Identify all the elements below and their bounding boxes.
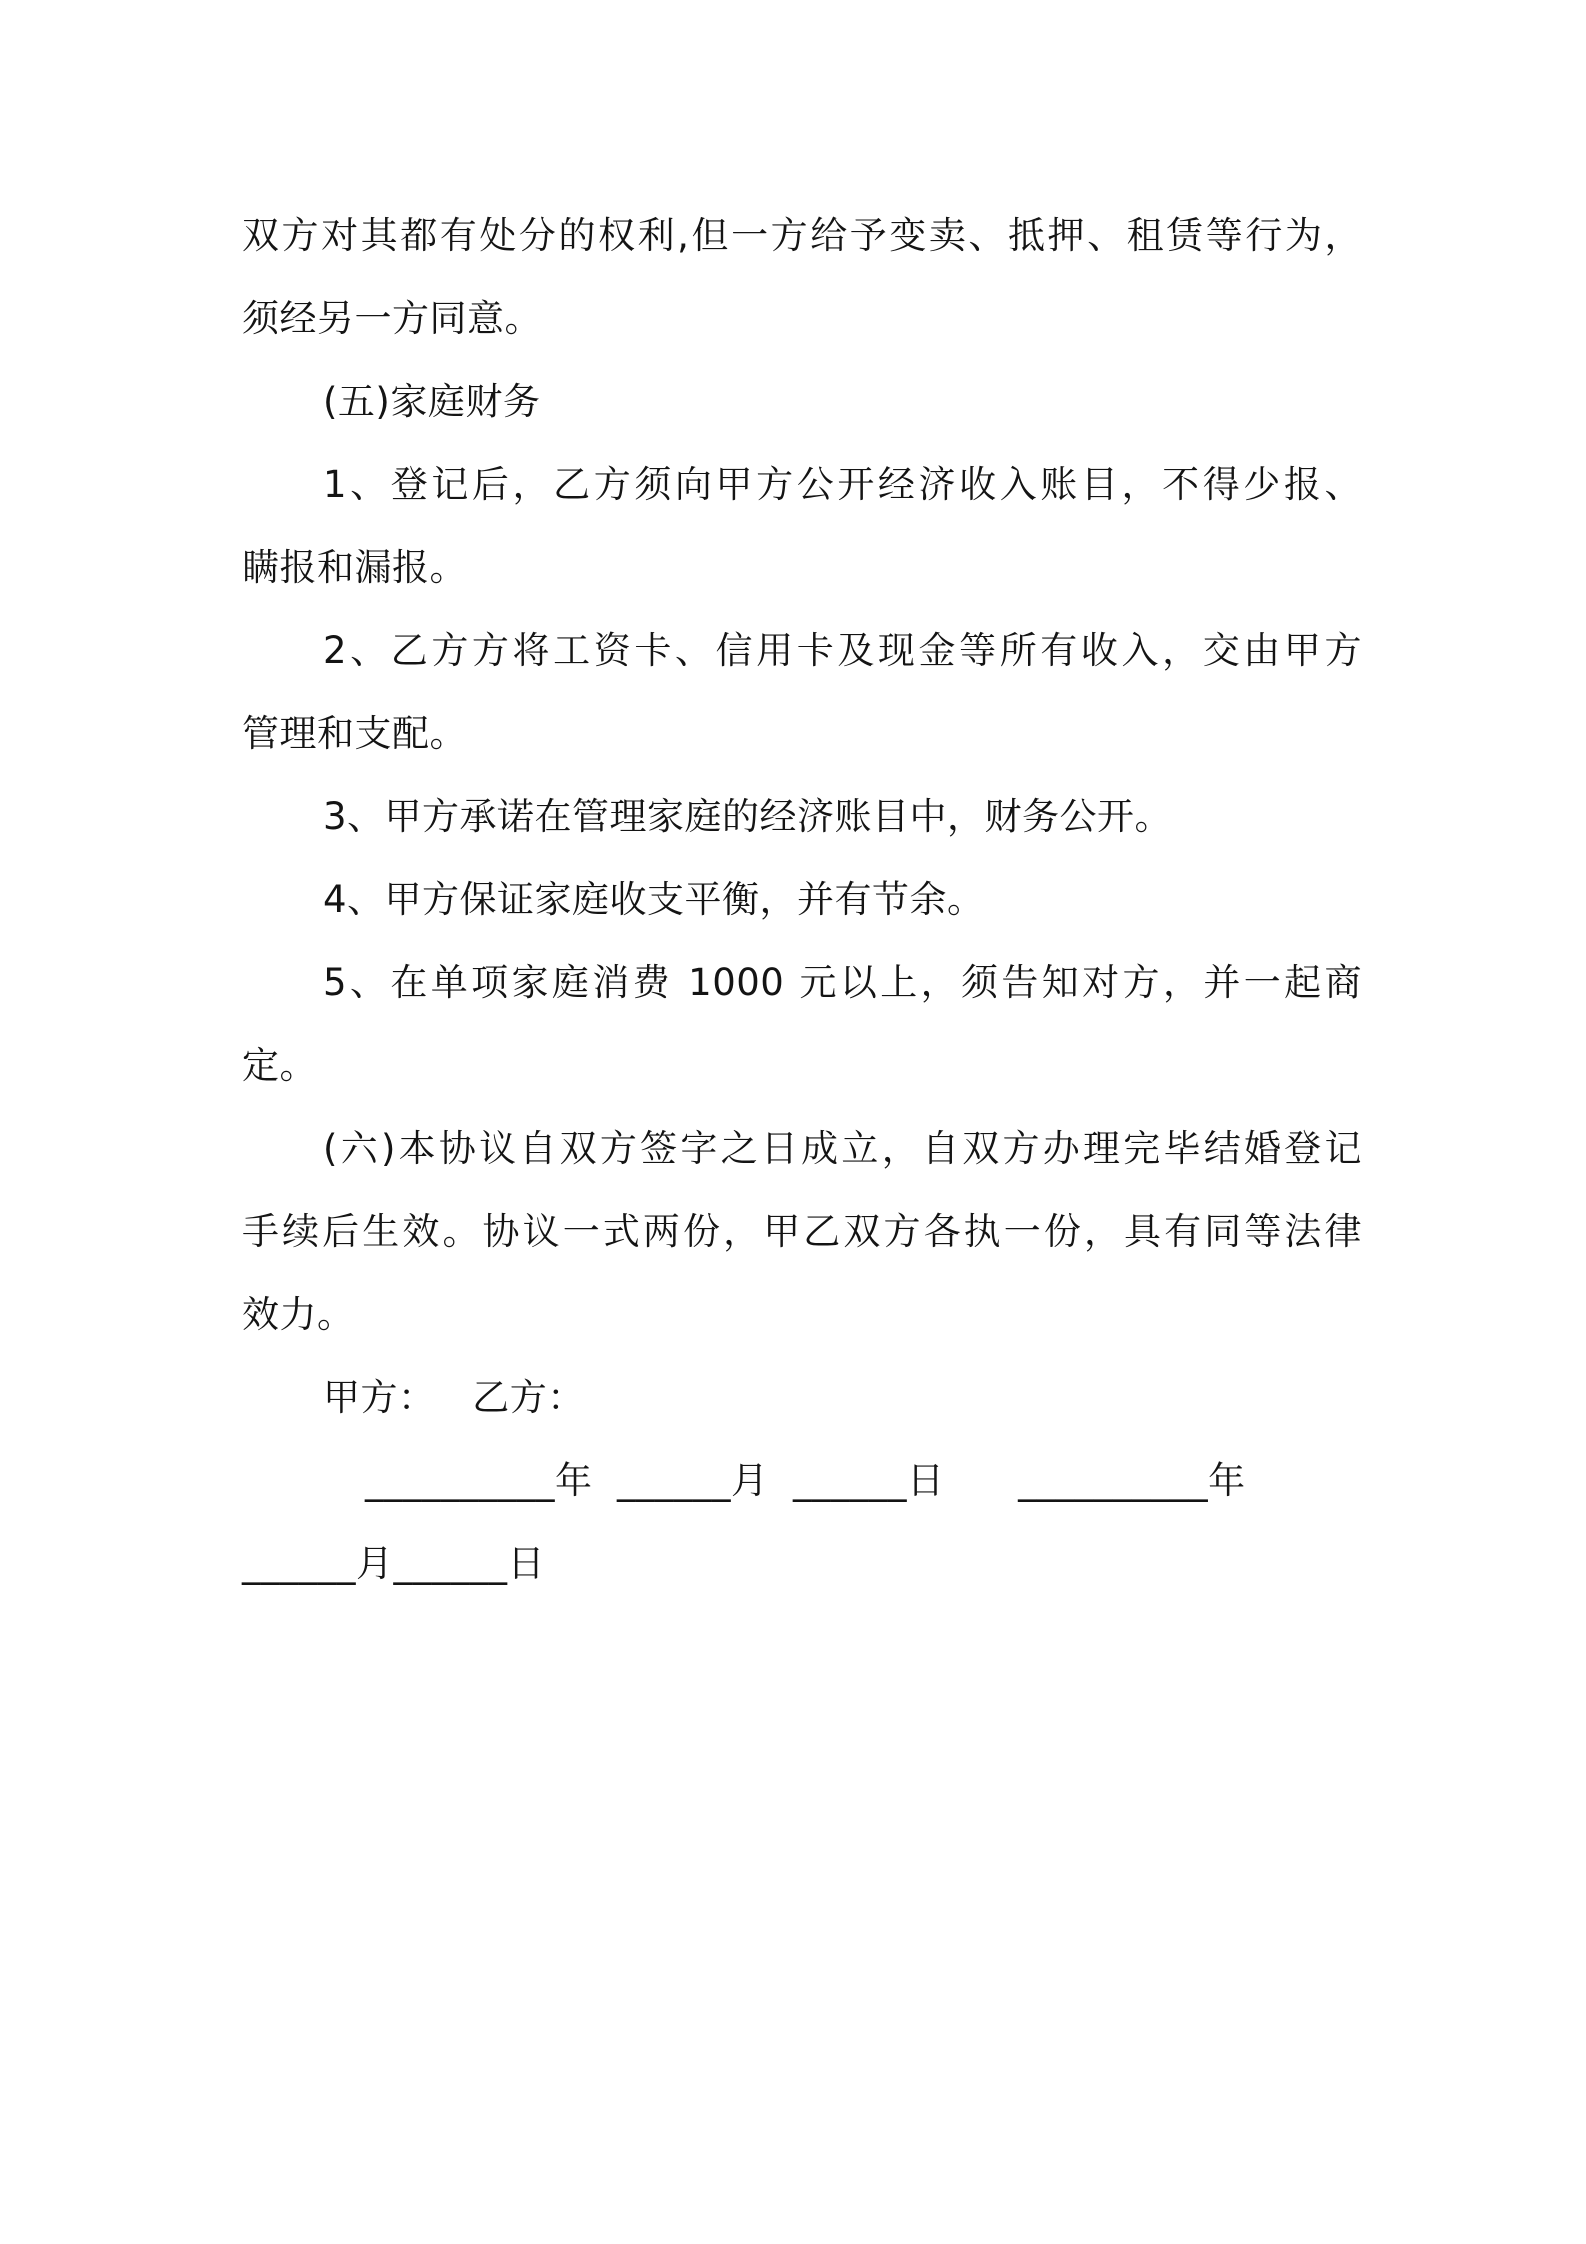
date-blanks-line-1: __________年 ______月 ______日 __________年 [365,1459,1246,1502]
section-six-line-3: 效力。 [242,1293,355,1336]
section-six-line-1: (六)本协议自双方签字之日成立，自双方办理完毕结婚登记 [323,1127,1362,1170]
finance-clause-2-line-2: 管理和支配。 [242,712,467,755]
section-six-line-2: 手续后生效。协议一式两份，甲乙双方各执一份，具有同等法律 [242,1210,1362,1253]
finance-clause-4: 4、甲方保证家庭收支平衡，并有节余。 [323,878,985,921]
finance-clause-5-line-2: 定。 [242,1044,317,1087]
document-body [242,194,1362,1605]
finance-clause-1-line-2: 瞒报和漏报。 [242,546,467,589]
section-heading-family-finance: (五)家庭财务 [323,380,541,423]
paragraph-4-continued-line-1: 双方对其都有处分的权利,但一方给予变卖、抵押、租赁等行为， [242,214,1362,257]
finance-clause-2-line-1: 2、乙方方将工资卡、信用卡及现金等所有收入，交由甲方 [323,629,1362,672]
date-blanks-line-2: ______月______日 [242,1542,545,1585]
finance-clause-1-line-1: 1、登记后，乙方须向甲方公开经济收入账目，不得少报、 [323,463,1362,506]
finance-clause-5-line-1: 5、在单项家庭消费 1000 元以上，须告知对方，并一起商 [323,961,1362,1004]
finance-clause-3: 3、甲方承诺在管理家庭的经济账目中，财务公开。 [323,795,1173,838]
signature-line: 甲方： 乙方： [323,1376,585,1419]
paragraph-4-continued-line-2: 须经另一方同意。 [242,297,542,340]
